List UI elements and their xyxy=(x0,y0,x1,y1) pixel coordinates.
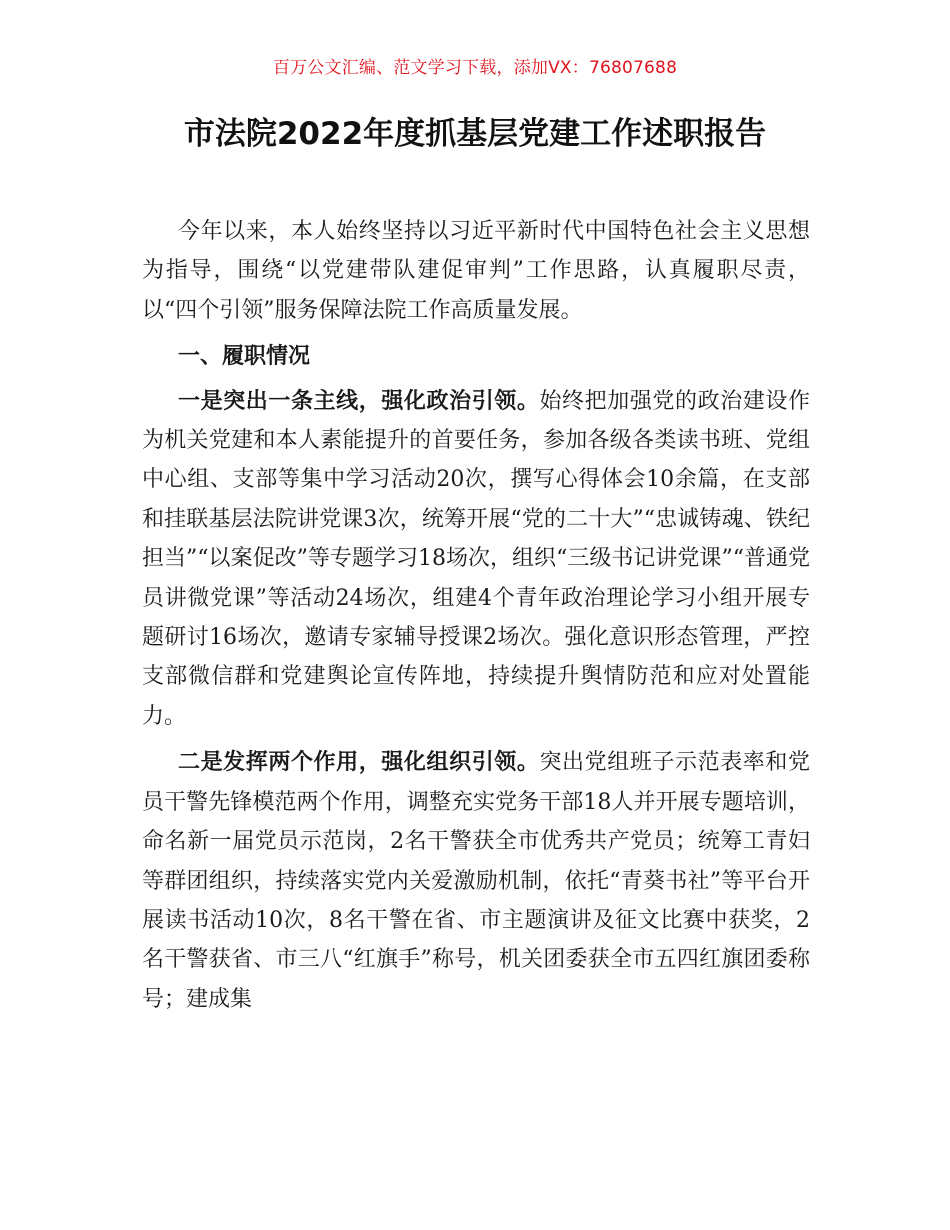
item-lead-organization: 二是发挥两个作用，强化组织引领。 xyxy=(178,750,540,776)
document-body xyxy=(142,212,810,1026)
watermark-text: 百万公文汇编、范文学习下载，添加VX：76807688 xyxy=(272,58,678,78)
section-heading-performance: 一、履职情况 xyxy=(178,344,311,370)
item-text-political: 始终把加强党的政治建设作为机关党建和本人素能提升的首要任务，参加各级各类读书班、党组中心组、支部等集中学习活动20次，撰写心得体会10余篇，在支部和挂联基层法院讲党课3次，统筹开展“党的二十大”“忠诚铸魂、铁纪担当”“以案促改”等专题学习18场次，组织“三级书记讲党课”“普通党员讲微党课”等活动24场次，组建4个青年政治理论学习小组开展专题研讨16场次，邀请专家辅导授课2场次。强化意识形态管理，严控支部微信群和党建舆论宣传阵地，持续提升舆情防范和应对处置能力。 xyxy=(142,388,810,729)
item-paragraph-political xyxy=(142,382,810,737)
item-text-organization: 突出党组班子示范表率和党员干警先锋模范两个作用，调整充实党务干部18人并开展专题培训，命名新一届党员示范岗，2名干警获全市优秀共产党员；统筹工青妇等群团组织，持续落实党内关爱激励机制，依托“青葵书社”等平台开展读书活动10次，8名干警在省、市主题演讲及征文比赛中获奖，2名干警获省、市三八“红旗手”称号，机关团委获全市五四红旗团委称号；建成集 xyxy=(142,750,810,1012)
intro-paragraph: 今年以来，本人始终坚持以习近平新时代中国特色社会主义思想为指导，围绕“以党建带队建促审判”工作思路，认真履职尽责，以“四个引领”服务保障法院工作高质量发展。 xyxy=(142,219,810,323)
item-lead-political: 一是突出一条主线，强化政治引领。 xyxy=(178,388,540,414)
document-title: 市法院2022年度抓基层党建工作述职报告 xyxy=(183,116,767,152)
item-paragraph-organization xyxy=(142,743,810,1019)
